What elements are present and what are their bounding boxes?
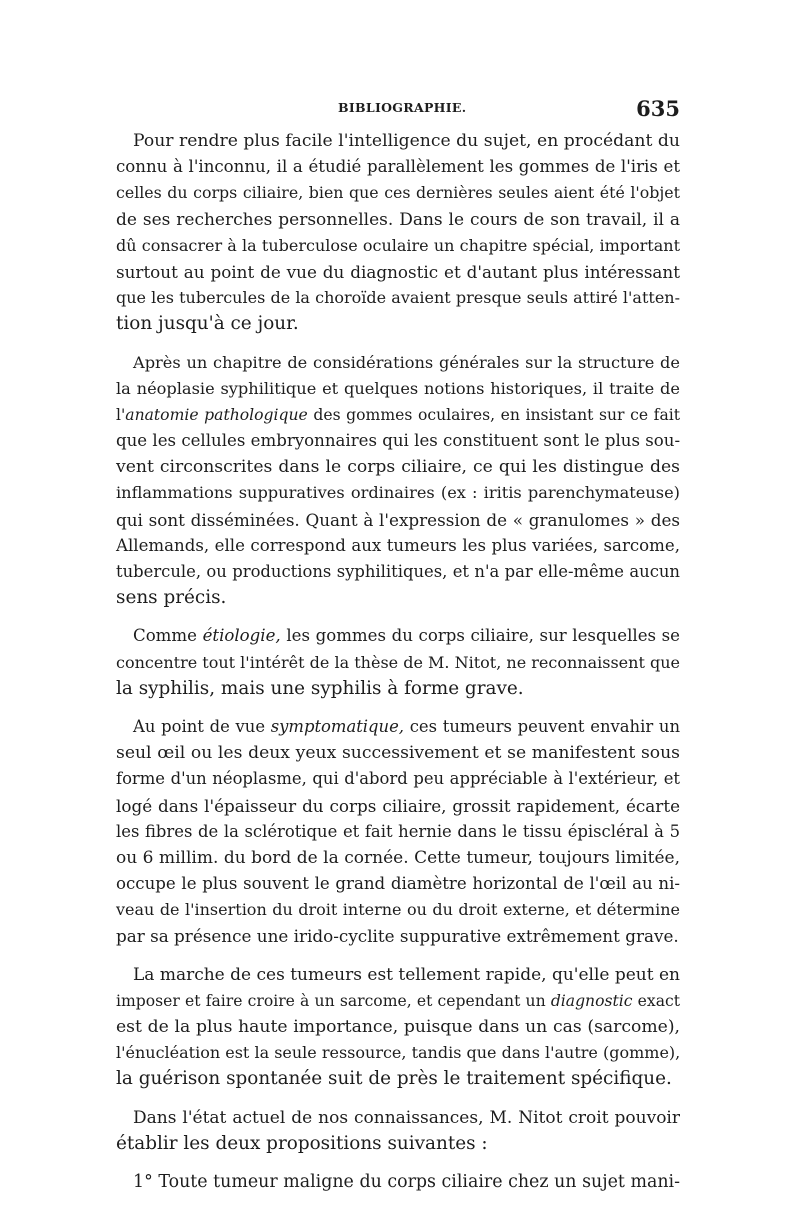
paragraph xyxy=(116,1169,680,1195)
text-line: surtout au point de vue du diagnostic et d'autant plus intéressant xyxy=(116,261,680,282)
text-line: imposer et faire croire à un sarcome, et cependant un diagnostic exact xyxy=(116,991,680,1010)
text-line: Après un chapitre de considérations générales sur la structure de xyxy=(133,352,680,372)
paragraph xyxy=(116,714,680,950)
text-line: Allemands, elle correspond aux tumeurs les plus variées, sarcome, xyxy=(116,535,680,555)
text-line: Au point de vue symptomatique, ces tumeurs peuvent envahir un xyxy=(133,716,680,736)
body-text xyxy=(116,128,680,1195)
text-line: 1° Toute tumeur maligne du corps ciliaire chez un sujet mani- xyxy=(133,1171,680,1192)
text-line: est de la plus haute importance, puisque dans un cas (sarcome), xyxy=(116,1017,680,1037)
text-line: Pour rendre plus facile l'intelligence du sujet, en procédant du xyxy=(133,131,680,151)
text-line: ou 6 millim. du bord de la cornée. Cette tumeur, toujours limitée, xyxy=(116,847,680,868)
text-line: logé dans l'épaisseur du corps ciliaire, grossit rapidement, écarte xyxy=(116,795,680,816)
running-head xyxy=(116,96,680,124)
text-line: l'énucléation est la seule ressource, tandis que dans l'autre (gomme), xyxy=(116,1043,681,1063)
text-line: connu à l'inconnu, il a étudié parallèlement les gommes de l'iris et xyxy=(116,157,680,177)
italic-term: anatomie pathologique xyxy=(125,405,308,424)
text-line: tion jusqu'à ce jour. xyxy=(116,313,299,335)
italic-term: symptomatique, xyxy=(270,716,405,736)
text-line: établir les deux propositions suivantes : xyxy=(116,1132,488,1154)
text-line: forme d'un néoplasme, qui d'abord peu appréciable à l'extérieur, et xyxy=(116,769,680,789)
page-number: 635 xyxy=(636,96,680,121)
paragraph xyxy=(116,623,680,702)
text-line: La marche de ces tumeurs est tellement rapide, qu'elle peut en xyxy=(133,964,680,985)
text-line: Dans l'état actuel de nos connaissances, M. Nitot croit pouvoir xyxy=(133,1107,680,1128)
text-line: inflammations suppuratives ordinaires (ex : iritis parenchymateuse) xyxy=(116,483,680,503)
text-line: seul œil ou les deux yeux successivement et se manifestent sous xyxy=(116,743,680,764)
text-line: tubercule, ou productions syphilitiques, et n'a par elle-même aucun xyxy=(116,562,680,581)
italic-term: étiologie, xyxy=(202,626,281,646)
italic-term: diagnostic xyxy=(550,991,633,1010)
text-line: dû consacrer à la tuberculose oculaire un chapitre spécial, important xyxy=(116,235,680,255)
text-line: que les cellules embryonnaires qui les constituent sont le plus sou- xyxy=(116,431,681,451)
paragraph xyxy=(116,128,680,338)
text-line: la néoplasie syphilitique et quelques notions historiques, il traite de xyxy=(116,378,680,398)
text-line: les fibres de la sclérotique et fait hernie dans le tissu épiscléral à 5 xyxy=(116,821,680,841)
running-title: BIBLIOGRAPHIE. xyxy=(338,100,467,115)
text-line: par sa présence une irido-cyclite suppurative extrêmement grave. xyxy=(116,926,679,947)
paragraph xyxy=(116,962,680,1093)
text-line: sens précis. xyxy=(116,587,227,609)
text-line: Comme étiologie, les gommes du corps ciliaire, sur lesquelles se xyxy=(133,626,680,646)
text-line: de ses recherches personnelles. Dans le cours de son travail, il a xyxy=(116,209,680,230)
text-line: vent circonscrites dans le corps ciliaire, ce qui les distingue des xyxy=(116,457,680,478)
text-line: que les tubercules de la choroïde avaient presque seuls attiré l'atten- xyxy=(116,288,680,308)
paragraph xyxy=(116,350,680,612)
text-line: qui sont disséminées. Quant à l'expression de « granulomes » des xyxy=(116,509,680,530)
text-line: veau de l'insertion du droit interne ou du droit externe, et détermine xyxy=(116,900,680,920)
paragraph xyxy=(116,1105,680,1157)
text-line: celles du corps ciliaire, bien que ces dernières seules aient été l'objet xyxy=(116,183,680,203)
text-line: occupe le plus souvent le grand diamètre horizontal de l'œil au ni- xyxy=(116,874,680,894)
text-line: concentre tout l'intérêt de la thèse de M. Nitot, ne reconnaissent que xyxy=(116,652,680,672)
text-line: la guérison spontanée suit de près le traitement spécifique. xyxy=(116,1068,672,1090)
text-line: la syphilis, mais une syphilis à forme grave. xyxy=(116,677,524,699)
text-line: l'anatomie pathologique des gommes oculaires, en insistant sur ce fait xyxy=(116,405,681,424)
